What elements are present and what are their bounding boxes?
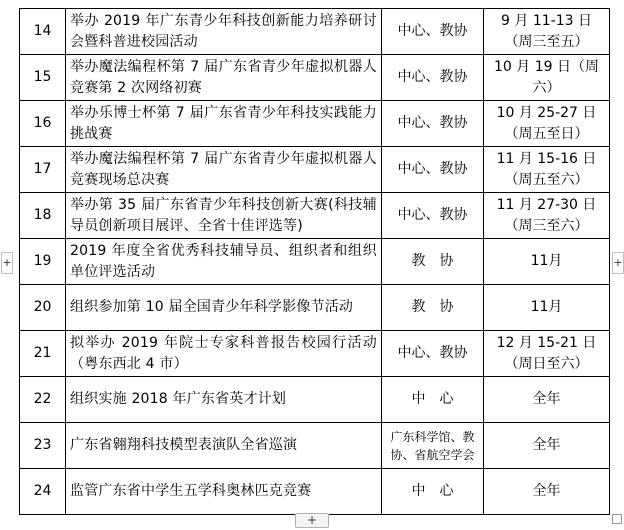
date-cell: 10 月 25-27 日（周五至日） — [484, 101, 610, 147]
table-row — [20, 469, 610, 515]
date-cell: 11 月 15-16 日（周五至六） — [484, 147, 610, 193]
table-resize-handle[interactable] — [612, 514, 622, 524]
table-row — [20, 55, 610, 101]
date-cell: 9 月 11-13 日（周三至五） — [484, 9, 610, 55]
left-row-insert-handle[interactable]: + — [1, 252, 13, 274]
date-cell: 全年 — [484, 377, 610, 423]
table-row — [20, 285, 610, 331]
row-number: 18 — [20, 193, 66, 239]
organizer-cell: 中心、教协 — [382, 193, 484, 239]
event-cell: 举办第 35 届广东省青少年科技创新大赛(科技辅导员创新项目展评、全省十佳评选等) — [66, 193, 382, 239]
table-row — [20, 147, 610, 193]
date-cell: 11 月 27-30 日（周三至六） — [484, 193, 610, 239]
row-number: 23 — [20, 423, 66, 469]
add-row-button[interactable]: + — [295, 513, 329, 528]
organizer-cell: 教 协 — [382, 239, 484, 285]
schedule-table — [19, 8, 610, 515]
event-cell: 举办乐博士杯第 7 届广东省青少年科技实践能力挑战赛 — [66, 101, 382, 147]
event-cell: 监管广东省中学生五学科奥林匹克竞赛 — [66, 469, 382, 515]
table-row — [20, 239, 610, 285]
organizer-cell: 中心、教协 — [382, 101, 484, 147]
event-cell: 组织参加第 10 届全国青少年科学影像节活动 — [66, 285, 382, 331]
event-cell: 广东省翱翔科技模型表演队全省巡演 — [66, 423, 382, 469]
event-cell: 举办魔法编程杯第 7 届广东省青少年虚拟机器人竞赛第 2 次网络初赛 — [66, 55, 382, 101]
date-cell: 11月 — [484, 239, 610, 285]
date-cell: 12 月 15-21 日（周日至六） — [484, 331, 610, 377]
organizer-cell: 中心、教协 — [382, 9, 484, 55]
date-cell: 11月 — [484, 285, 610, 331]
page-top-margin — [0, 0, 624, 8]
event-cell: 拟举办 2019 年院士专家科普报告校园行活动（粤东西北 4 市） — [66, 331, 382, 377]
event-cell: 举办魔法编程杯第 7 届广东省青少年虚拟机器人竞赛现场总决赛 — [66, 147, 382, 193]
organizer-cell: 中心、教协 — [382, 331, 484, 377]
organizer-cell: 中心、教协 — [382, 55, 484, 101]
organizer-cell: 教 协 — [382, 285, 484, 331]
event-cell: 2019 年度全省优秀科技辅导员、组织者和组织单位评选活动 — [66, 239, 382, 285]
date-cell: 全年 — [484, 469, 610, 515]
row-number: 21 — [20, 331, 66, 377]
date-cell: 全年 — [484, 423, 610, 469]
event-cell: 组织实施 2018 年广东省英才计划 — [66, 377, 382, 423]
table-row — [20, 331, 610, 377]
organizer-cell: 中 心 — [382, 377, 484, 423]
table-row — [20, 377, 610, 423]
row-number: 22 — [20, 377, 66, 423]
row-number: 24 — [20, 469, 66, 515]
row-number: 14 — [20, 9, 66, 55]
row-number: 15 — [20, 55, 66, 101]
organizer-cell: 中 心 — [382, 469, 484, 515]
row-number: 16 — [20, 101, 66, 147]
row-number: 19 — [20, 239, 66, 285]
row-number: 20 — [20, 285, 66, 331]
event-cell: 举办 2019 年广东青少年科技创新能力培养研讨会暨科普进校园活动 — [66, 9, 382, 55]
organizer-cell: 中心、教协 — [382, 147, 484, 193]
date-cell: 10 月 19 日（周六） — [484, 55, 610, 101]
row-number: 17 — [20, 147, 66, 193]
right-row-insert-handle[interactable]: + — [612, 252, 624, 274]
table-row — [20, 423, 610, 469]
organizer-cell: 广东科学馆、教协、省航空学会 — [382, 423, 484, 469]
table-row — [20, 9, 610, 55]
table-row — [20, 101, 610, 147]
table-row — [20, 193, 610, 239]
